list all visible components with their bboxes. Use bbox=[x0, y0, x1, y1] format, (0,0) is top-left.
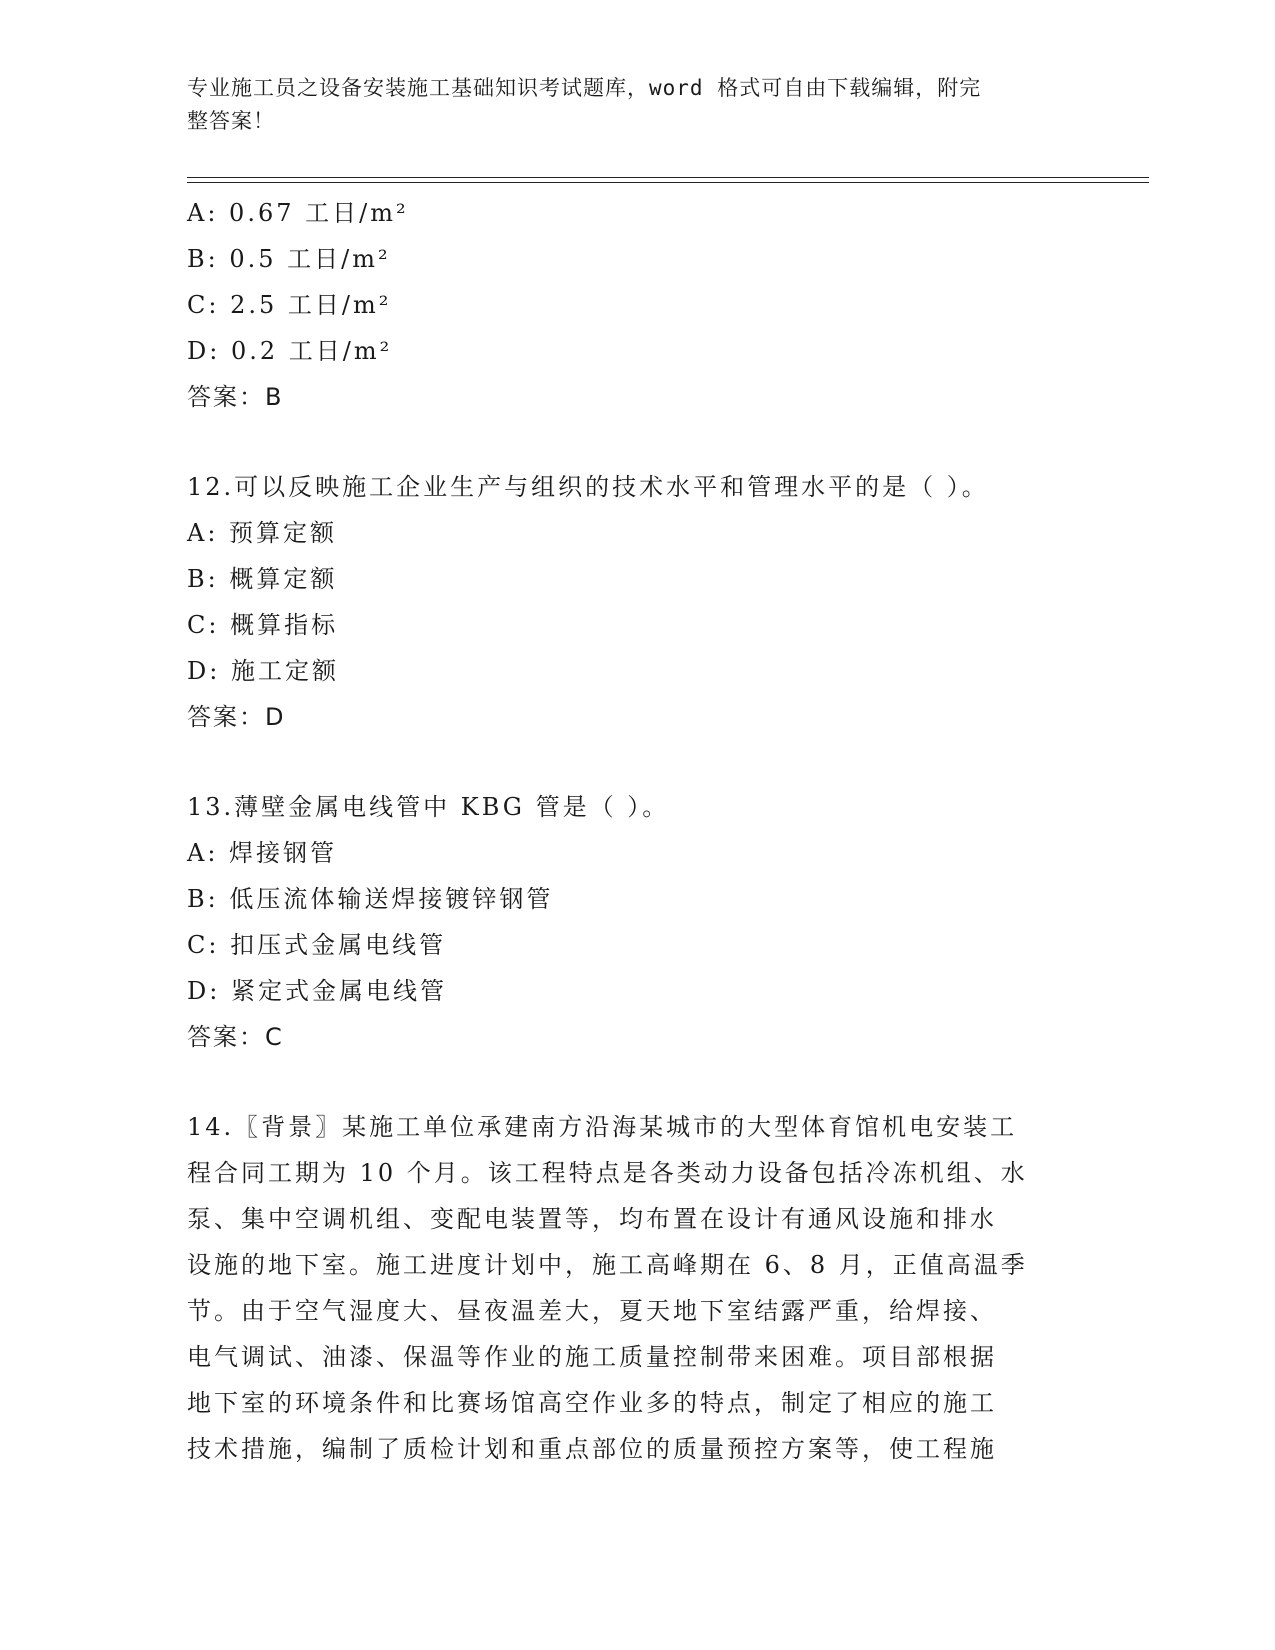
question-12 bbox=[187, 464, 1087, 740]
answer: 答案：C bbox=[187, 1023, 284, 1051]
option-b: B: 低压流体输送焊接镀锌钢管 bbox=[187, 885, 554, 913]
option-c: C: 扣压式金属电线管 bbox=[187, 931, 447, 959]
spacer bbox=[187, 740, 1087, 784]
header-divider-top bbox=[187, 177, 1149, 178]
answer: 答案：D bbox=[187, 703, 286, 731]
question-text: 13.薄壁金属电线管中 KBG 管是（ ）。 bbox=[187, 793, 670, 821]
question-14 bbox=[187, 1104, 1087, 1472]
spacer bbox=[187, 420, 1087, 464]
question-11 bbox=[187, 190, 1087, 420]
header-divider-bottom bbox=[187, 182, 1149, 183]
header-title-line-2: 整答案！ bbox=[187, 109, 275, 133]
paragraph-line: 电气调试、油漆、保温等作业的施工质量控制带来困难。项目部根据 bbox=[187, 1343, 997, 1371]
paragraph-line: 节。由于空气湿度大、昼夜温差大，夏天地下室结露严重，给焊接、 bbox=[187, 1297, 997, 1325]
paragraph-line: 设施的地下室。施工进度计划中，施工高峰期在 6、8 月，正值高温季 bbox=[187, 1251, 1028, 1279]
header-title-line-1: 专业施工员之设备安装施工基础知识考试题库，word 格式可自由下载编辑，附完 bbox=[187, 76, 982, 100]
document-header bbox=[187, 72, 1067, 138]
question-13 bbox=[187, 784, 1087, 1060]
paragraph-line: 14.〖背景〗某施工单位承建南方沿海某城市的大型体育馆机电安装工 bbox=[187, 1113, 1018, 1141]
answer: 答案：B bbox=[187, 383, 284, 411]
paragraph-line: 地下室的环境条件和比赛场馆高空作业多的特点，制定了相应的施工 bbox=[187, 1389, 997, 1417]
option-d: D: 0.2 工日/m² bbox=[187, 337, 393, 365]
spacer bbox=[187, 1060, 1087, 1104]
question-text: 12.可以反映施工企业生产与组织的技术水平和管理水平的是（ ）。 bbox=[187, 473, 989, 501]
option-d: D: 紧定式金属电线管 bbox=[187, 977, 447, 1005]
paragraph-line: 程合同工期为 10 个月。该工程特点是各类动力设备包括冷冻机组、水 bbox=[187, 1159, 1028, 1187]
paragraph-line: 泵、集中空调机组、变配电装置等，均布置在设计有通风设施和排水 bbox=[187, 1205, 997, 1233]
option-b: B: 概算定额 bbox=[187, 565, 338, 593]
option-c: C: 2.5 工日/m² bbox=[187, 291, 392, 319]
option-b: B: 0.5 工日/m² bbox=[187, 245, 391, 273]
option-a: A: 0.67 工日/m² bbox=[187, 199, 409, 227]
paragraph-line: 技术措施，编制了质检计划和重点部位的质量预控方案等，使工程施 bbox=[187, 1435, 997, 1463]
option-d: D: 施工定额 bbox=[187, 657, 339, 685]
option-a: A: 焊接钢管 bbox=[187, 839, 338, 867]
option-c: C: 概算指标 bbox=[187, 611, 339, 639]
option-a: A: 预算定额 bbox=[187, 519, 338, 547]
document-body bbox=[187, 190, 1087, 1472]
